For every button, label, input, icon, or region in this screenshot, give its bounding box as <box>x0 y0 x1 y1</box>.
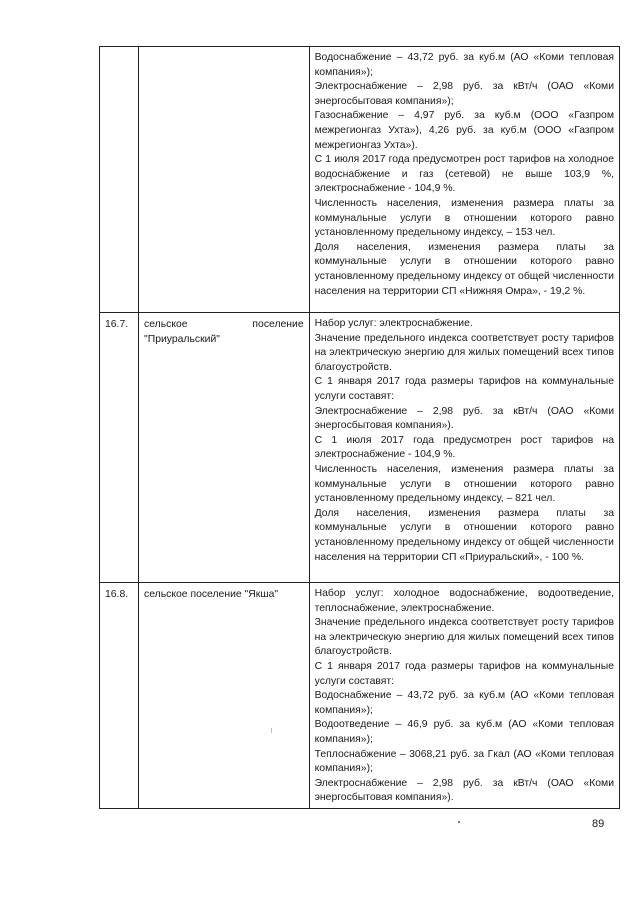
description-line: Газоснабжение – 4,97 руб. за куб.м (ООО «Газпром межрегионгаз Ухта»), 4,26 руб. за куб.м (ООО «Газпром межрегионгаз Ухта»). <box>314 110 614 151</box>
description-line: Электроснабжение – 2,98 руб. за кВт/ч (ОАО «Коми энергосбытовая компания»); <box>314 81 614 107</box>
description-line: Доля населения, изменения размера платы за коммунальные услуги в отношении которого равно установленному предельному индексу от общей численности населения на территории СП «Нижняя Омра», - 19,2 %. <box>314 241 614 297</box>
description-line: Значение предельного индекса соответствует росту тарифов на электрическую энергию для жилых помещений всех типов благоустройств. <box>314 332 614 373</box>
tariff-description <box>309 313 619 583</box>
description-line: Водоснабжение – 43,72 руб. за куб.м (АО «Коми тепловая компания»); <box>314 52 614 78</box>
description-line: Водоотведение – 46,9 руб. за куб.м (АО «Коми тепловая компания»); <box>314 719 614 745</box>
tariff-description <box>309 47 619 313</box>
description-line: С 1 января 2017 года размеры тарифов на коммунальные услуги составят: <box>314 660 614 687</box>
tariff-table <box>99 46 620 809</box>
scan-mark <box>271 728 272 733</box>
description-line: С 1 января 2017 года размеры тарифов на коммунальные услуги составят: <box>314 376 614 402</box>
scan-speck <box>458 821 460 823</box>
description-line: Численность населения, изменения размера платы за коммунальные услуги в отношении которого равно установленному предельному индексу, – 153 чел. <box>314 197 614 239</box>
description-line: Водоснабжение – 43,72 руб. за куб.м (АО «Коми тепловая компания»); <box>314 690 614 716</box>
tariff-description <box>309 583 619 809</box>
description-line: С 1 июля 2017 года предусмотрен рост тарифов на электроснабжение - 104,9 %. <box>314 434 614 461</box>
description-line: Значение предельного индекса соответствует росту тарифов на электрическую энергию для жилых помещений всех типов благоустройств. <box>314 617 614 658</box>
description-line: Численность населения, изменения размера платы за коммунальные услуги в отношении которого равно установленному предельному индексу, – 821 чел. <box>314 463 614 505</box>
row-number: 16.7. <box>100 313 139 583</box>
description-line: Доля населения, изменения размера платы за коммунальные услуги в отношении которого равно установленному предельному индексу от общей численности населения на территории СП «Приуральский», - 100 %. <box>314 507 614 563</box>
table-row <box>100 313 620 583</box>
description-line: Набор услуг: холодное водоснабжение, водоотведение, теплоснабжение, электроснабжение. <box>314 588 614 614</box>
table-row <box>100 583 620 809</box>
row-number <box>100 47 139 313</box>
description-line: С 1 июля 2017 года предусмотрен рост тарифов на холодное водоснабжение и газ (сетевой) не выше 103,9 %, электроснабжение - 104,9 %. <box>314 154 614 195</box>
page-number: 89 <box>592 818 605 830</box>
settlement-name <box>139 47 310 313</box>
settlement-name: сельское поселение "Приуральский" <box>139 313 310 583</box>
description-line: Электроснабжение – 2,98 руб. за кВт/ч (ОАО «Коми энергосбытовая компания»). <box>314 777 614 804</box>
table-row <box>100 47 620 313</box>
description-line: Теплоснабжение – 3068,21 руб. за Гкал (АО «Коми тепловая компания»); <box>314 748 614 775</box>
row-number: 16.8. <box>100 583 139 809</box>
description-line: Электроснабжение – 2,98 руб. за кВт/ч (ОАО «Коми энергосбытовая компания»). <box>314 405 614 432</box>
description-line: Набор услуг: электроснабжение. <box>314 318 473 329</box>
settlement-name: сельское поселение "Якша" <box>139 583 310 809</box>
